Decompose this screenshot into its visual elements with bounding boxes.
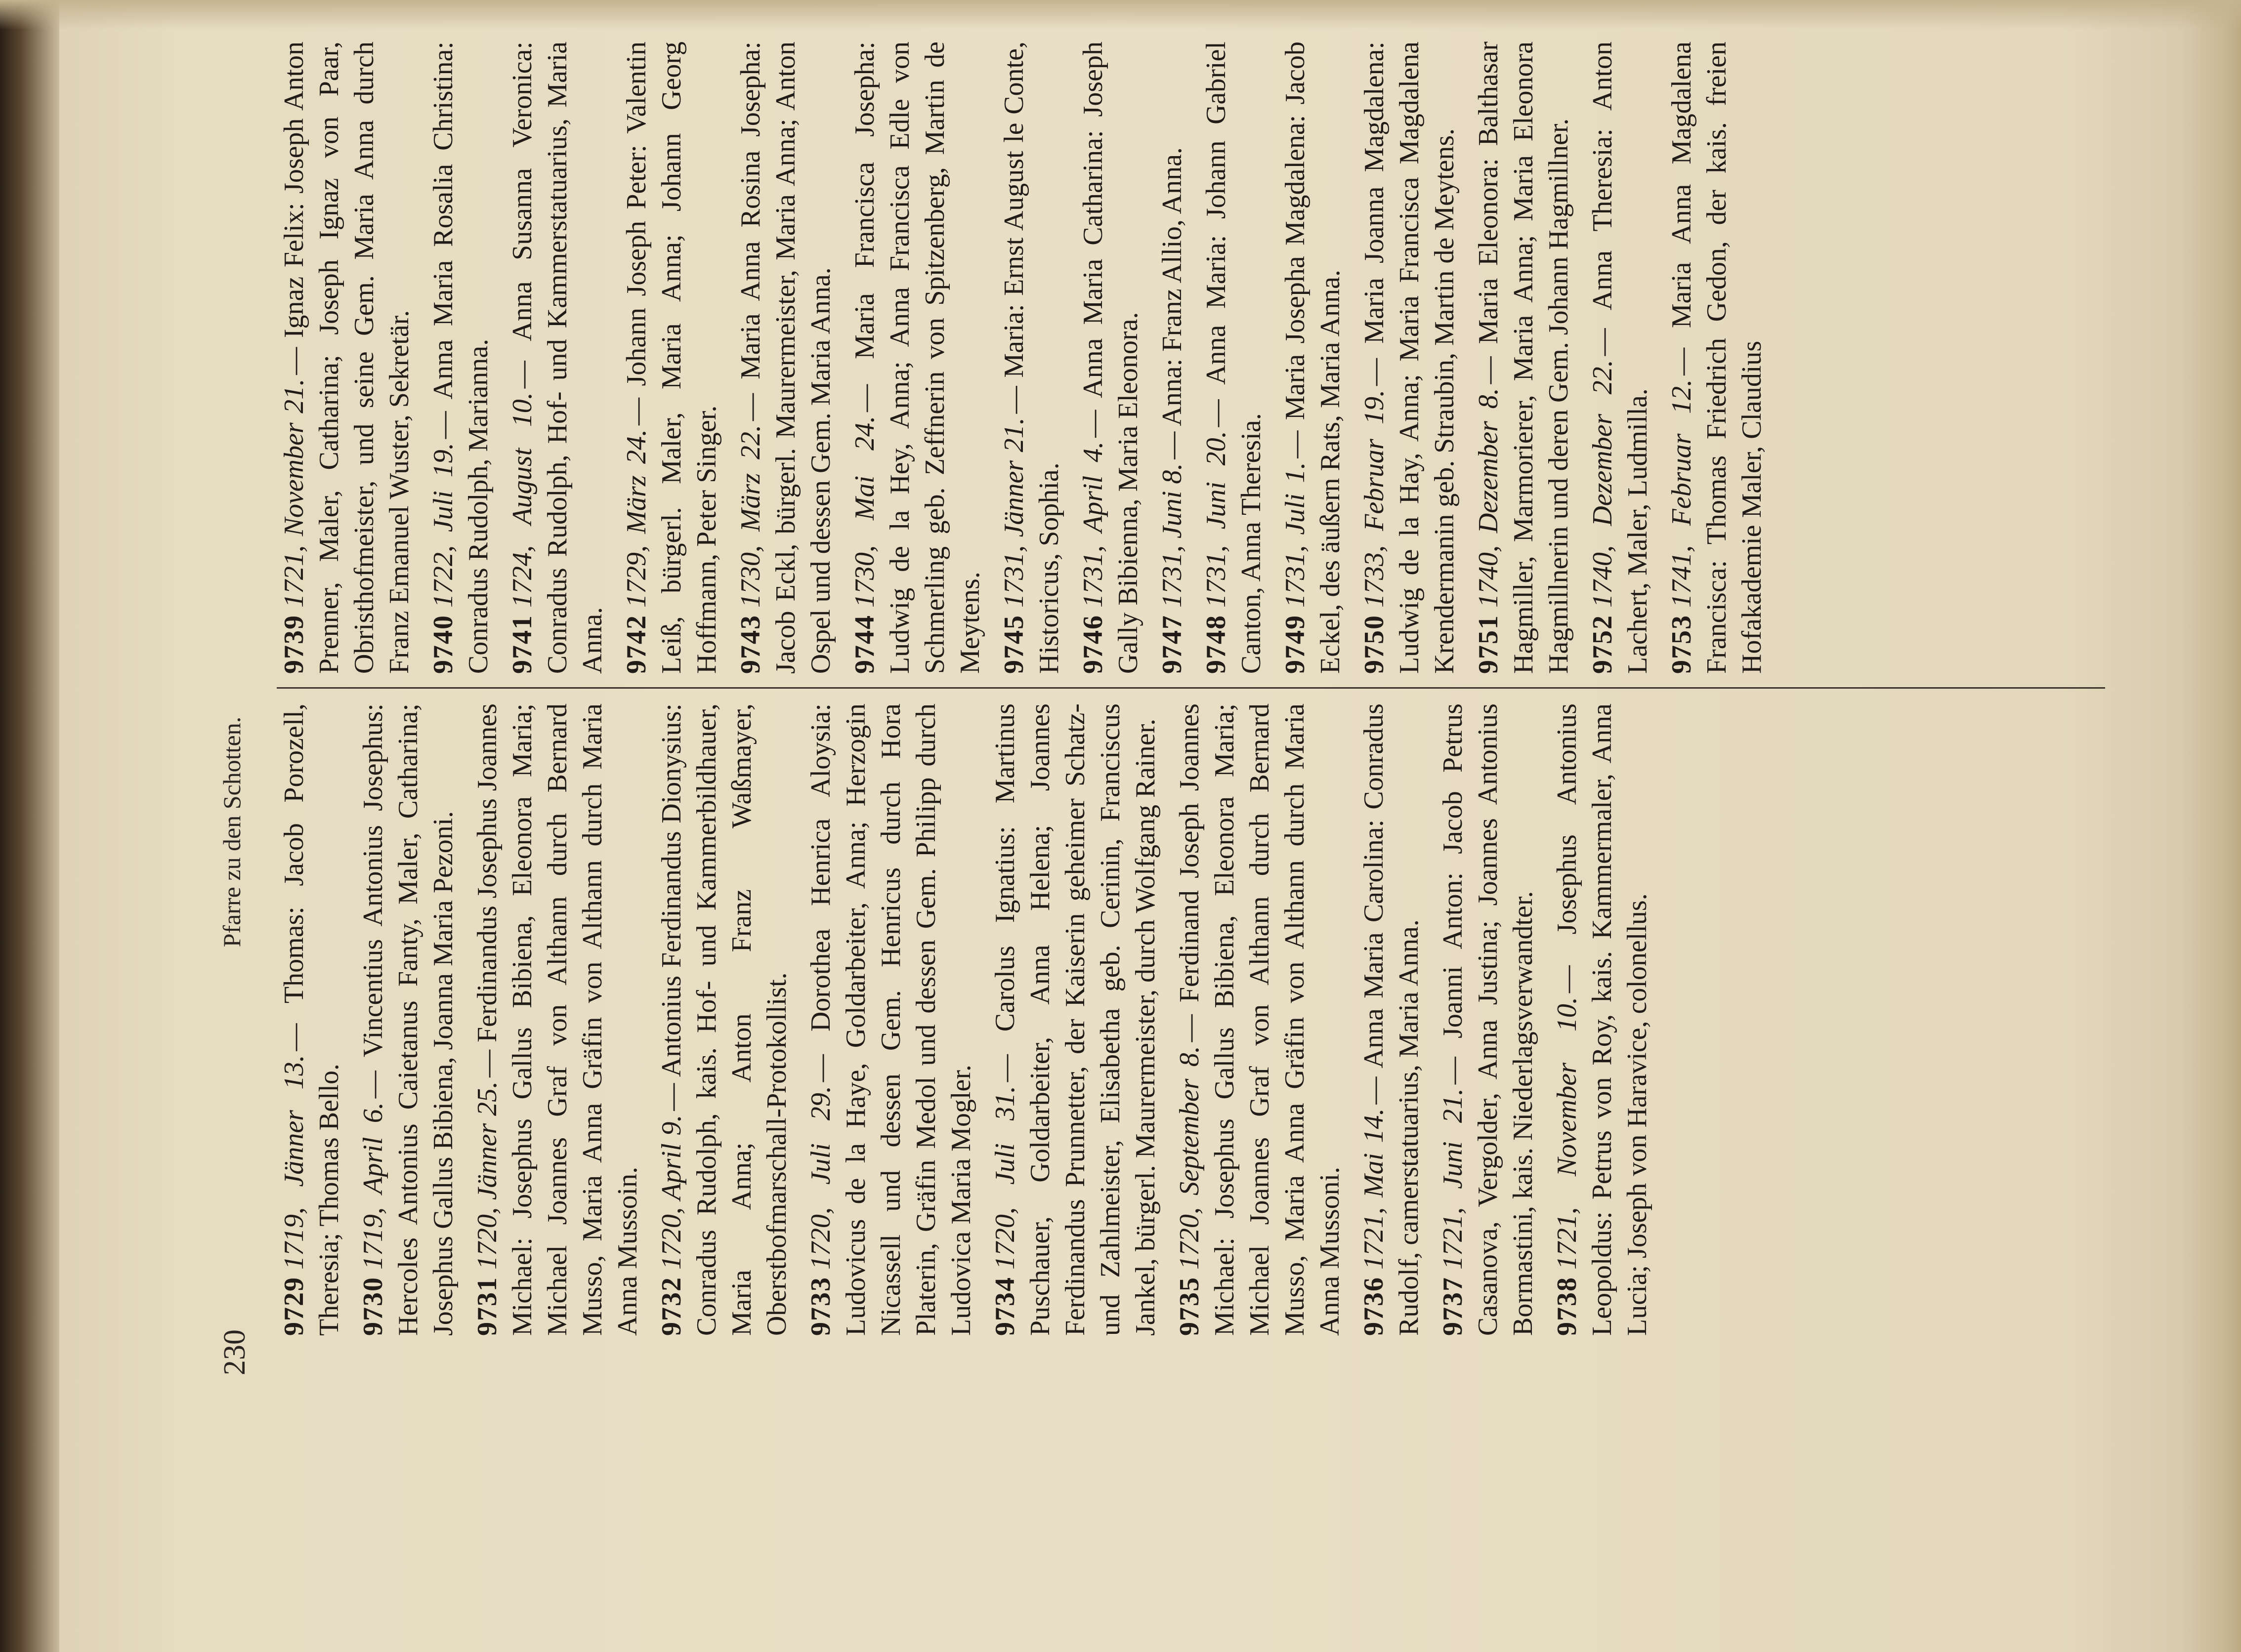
entry-text: — Maria: Ernst August le Conte, Historicus, Sophia.	[999, 41, 1064, 674]
register-entry	[1357, 41, 1462, 674]
register-entry	[1550, 703, 1655, 1336]
register-entry	[733, 41, 839, 674]
register-entry	[1585, 41, 1655, 674]
entry-text: — Maria Josepha Magdalena: Jacob Eckel, des äußern Rats, Maria Anna.	[1280, 41, 1346, 674]
entry-date: 1731, Juni 8.	[1157, 463, 1187, 608]
register-entry	[1076, 41, 1146, 674]
entry-text: — Anna Maria Catharina: Joseph Gally Bibienna, Maria Eleonora.	[1078, 41, 1143, 674]
entry-date: 1741, Februar 12.	[1666, 379, 1697, 608]
register-entry	[470, 703, 645, 1336]
entry-date: 1733, Februar 19.	[1359, 390, 1390, 608]
entry-date: 1720, September 8.	[1174, 1046, 1205, 1270]
register-entry	[1278, 41, 1348, 674]
entry-number: 9753	[1666, 615, 1697, 674]
entry-date: 1740, Dezember 22.	[1587, 360, 1618, 608]
register-entry	[1155, 41, 1190, 674]
entry-number: 9749	[1280, 615, 1311, 674]
entry-text: — Anna Susanna Veronica: Conradus Rudolph, Hof- und Kammerstatuarius, Maria Anna.	[507, 41, 608, 674]
right-column	[277, 41, 1778, 674]
running-head-title: Pfarre zu den Schotten.	[218, 716, 246, 948]
register-entry	[277, 41, 417, 674]
entry-date: 1721, Juni 21.	[1438, 1088, 1468, 1270]
entry-date: 1730, März 22.	[735, 424, 766, 608]
entry-number: 9731	[472, 1277, 503, 1336]
entry-text: — Thomas: Jacob Porozell, Theresia; Thomas Bello.	[279, 703, 344, 1336]
entry-date: 1721, November 21.	[279, 378, 309, 608]
entry-number: 9738	[1552, 1277, 1582, 1336]
entry-number: 9747	[1157, 615, 1187, 674]
register-entry	[1172, 703, 1348, 1336]
entry-number: 9750	[1359, 615, 1390, 674]
entry-text: — Anna Maria Rosalia Christina: Conradus Rudolph, Marianna.	[428, 41, 494, 674]
register-entry	[356, 703, 461, 1336]
entry-date: 1719, April 6.	[358, 1102, 388, 1270]
entry-date: 1730, Mai 24.	[849, 415, 880, 608]
entry-number: 9729	[279, 1277, 309, 1336]
register-entry	[426, 41, 496, 674]
register-entry	[847, 41, 988, 674]
entry-number: 9741	[507, 615, 538, 674]
running-head	[217, 289, 262, 1375]
entry-text: — Anna Maria: Johann Gabriel Canton, Anna Theresia.	[1201, 41, 1267, 674]
entry-number: 9744	[849, 615, 880, 674]
entry-number: 9751	[1473, 615, 1504, 674]
entry-number: 9752	[1587, 615, 1618, 674]
entry-text: — Ferdinandus Josephus Joannes Michael: Josephus Gallus Bibiena, Eleonora Maria; Michael Joannes Graf von Althann durch Bernard Musso, Maria Anna Gräfin von Althann durch Maria Anna Mussoin.	[472, 703, 643, 1336]
entry-date: 1720, Jänner 25.	[472, 1081, 503, 1270]
entry-date: 1720, Juli 31.	[990, 1086, 1020, 1270]
entry-text: — Johann Joseph Peter: Valentin Leiß, bürgerl. Maler, Maria Anna; Johann Georg Hoffmann, Peter Singer.	[621, 41, 722, 674]
entry-number: 9733	[805, 1277, 836, 1336]
entry-number: 9748	[1201, 615, 1231, 674]
entry-number: 9736	[1358, 1277, 1389, 1336]
entry-date: 1731, Juni 20.	[1201, 431, 1231, 608]
register-entry	[1471, 41, 1576, 674]
entry-date: 1731, April 4.	[1078, 441, 1108, 608]
entry-text: — Josephus Antonius Leopoldus: Petrus von Roy, kais. Kammermaler, Anna Lucia; Joseph von Haravice, colonellus.	[1552, 703, 1652, 1336]
entry-date: 1721, Mai 14.	[1358, 1108, 1389, 1270]
entry-number: 9737	[1438, 1277, 1468, 1336]
entry-date: 1720, April 9.	[656, 1115, 687, 1270]
entry-text: — Ferdinand Joseph Joannes Michael: Josephus Gallus Bibiena, Eleonora Maria; Michael Joannes Graf von Althann durch Bernard Musso, Maria Anna Gräfin von Althann durch Maria Anna Mussoni.	[1174, 703, 1345, 1336]
entry-date: 1731, Juli 1.	[1280, 462, 1311, 608]
entry-number: 9740	[428, 615, 459, 674]
register-entry	[619, 41, 724, 674]
entry-number: 9743	[735, 615, 766, 674]
entry-date: 1729, März 24.	[621, 429, 652, 608]
entry-date: 1731, Jänner 21.	[999, 417, 1029, 608]
entry-text: — Carolus Ignatius: Martinus Puschauer, Goldarbeiter, Anna Helena; Joannes Ferdinandus Prunnetter, der Kaiserin geheimer Schatz- und Zahlmeister, Elisabetha geb. Cerinin, Franciscus Jankel, bürgerl. Maurermeister, durch Wolfgang Rainer.	[990, 703, 1161, 1336]
entry-number: 9734	[990, 1277, 1020, 1336]
entry-date: 1721, November 10.	[1552, 997, 1582, 1270]
register-entry	[997, 41, 1067, 674]
register-entry	[1356, 703, 1427, 1336]
entry-text: — Anna: Franz Allio, Anna.	[1157, 147, 1187, 459]
entry-text: — Anna Theresia: Anton Lachert, Maler, Ludmilla.	[1587, 41, 1653, 674]
entry-text: — Ignaz Felix: Joseph Anton Prenner, Maler, Catharina; Joseph Ignaz von Paar, Obristhofmeister, und seine Gem. Maria Anna durch Franz Emanuel Wuster, Sekretär.	[279, 41, 415, 674]
entry-date: 1720, Juli 29.	[805, 1086, 836, 1270]
entry-number: 9742	[621, 615, 652, 674]
entry-text: — Vincentius Antonius Josephus: Hercoles Antonius Caietanus Fanty, Maler, Catharina; Josephus Gallus Bibiena, Joanna Maria Pezoni.	[358, 703, 459, 1336]
entry-number: 9735	[1174, 1277, 1205, 1336]
entry-number: 9745	[999, 615, 1029, 674]
register-entry	[1436, 703, 1541, 1336]
column-divider	[277, 687, 2105, 689]
entry-number: 9730	[358, 1277, 388, 1336]
entry-text: — Joanni Anton: Jacob Petrus Casanova, Vergolder, Anna Justina; Joannes Antonius Bormastini, kais. Niederlagsverwandter.	[1438, 703, 1538, 1336]
entry-text: — Maria Francisca Josepha: Ludwig de la Hey, Anna; Anna Francisca Edle von Schmerling geb. Zeffnerin von Spitzenberg, Martin de Meytens.	[849, 41, 985, 674]
entry-text: — Antonius Ferdinandus Dionysius: Conradus Rudolph, kais. Hof- und Kammerbildhauer, Maria Anna; Anton Franz Waßmayer, Oberstbofmarschall-Protokollist.	[656, 703, 792, 1336]
register-entry	[1199, 41, 1269, 674]
register-entry	[277, 703, 347, 1336]
register-entry	[505, 41, 610, 674]
register-entry	[1664, 41, 1770, 674]
entry-text: — Maria Joanna Magdalena: Ludwig de la Hay, Anna; Maria Francisca Magdalena Krendermanin geb. Straubin, Martin de Meytens.	[1359, 41, 1460, 674]
register-entry	[988, 703, 1163, 1336]
entry-date: 1724, August 10.	[507, 392, 538, 608]
entry-date: 1722, Juli 19.	[428, 443, 459, 608]
left-column	[277, 703, 1664, 1336]
entry-text: — Dorothea Henrica Aloysia: Ludovicus de la Haye, Goldarbeiter, Anna; Herzogin Nicassell und dessen Gem. Henricus durch Hora Platerin, Gräfin Medol und dessen Gem. Philipp durch Ludovica Maria Mogler.	[805, 703, 976, 1336]
register-entry	[654, 703, 795, 1336]
entry-text: — Maria Anna Magdalena Francisca: Thomas Friedrich Gedon, der kais. freien Hofakademie Maler, Claudius	[1666, 41, 1767, 674]
entry-number: 9732	[656, 1277, 687, 1336]
entry-date: 1740, Dezember 8.	[1473, 388, 1504, 608]
register-entry	[803, 703, 979, 1336]
entry-text: — Maria Eleonora: Balthasar Hagmiller, Marmorierer, Maria Anna; Maria Eleonora Hagmillnerin und deren Gem. Johann Hagmillner.	[1473, 41, 1574, 674]
entry-text: — Anna Maria Carolina: Conradus Rudolf, camerstatuarius, Maria Anna.	[1358, 703, 1424, 1336]
entry-number: 9746	[1078, 615, 1108, 674]
entry-text: — Maria Anna Rosina Josepha: Jacob Eckl, bürgerl. Maurermeister, Maria Anna; Anton Ospel und dessen Gem. Maria Anna.	[735, 41, 836, 674]
entry-date: 1719, Jänner 13.	[279, 1055, 309, 1270]
page-number: 230	[218, 1329, 252, 1375]
entry-number: 9739	[279, 615, 309, 674]
